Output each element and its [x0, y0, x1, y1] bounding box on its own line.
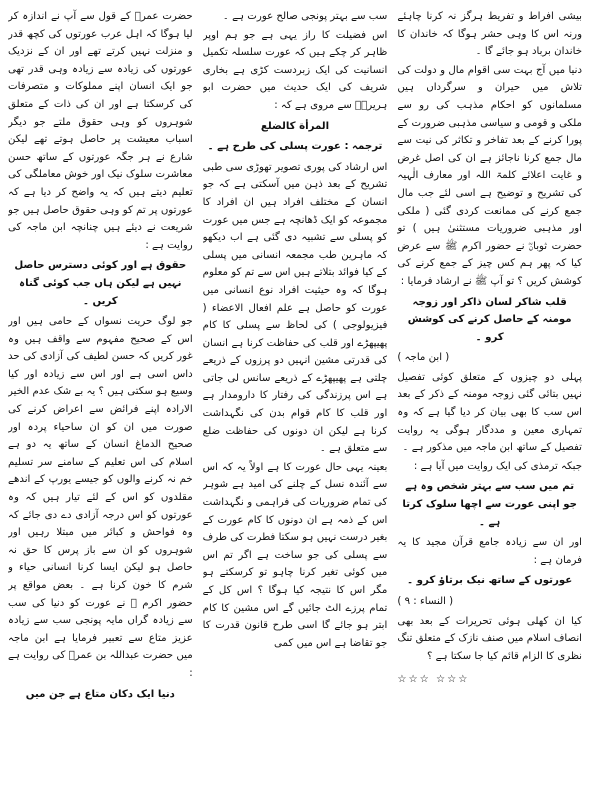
body-paragraph: اس ارشاد کی پوری تصویر تھوڑی سی طبی تشریح کے بعد ذہن میں آسکتی ہے کہ جو انسان کے مختلف افراد ہیں ان افراد کا مجموعہ کو ایک ڈھانچہ ہے جس میں عورت کو پسلی سے تشبیہ دی گئی ہے اب دیکھو کہ ماہرین طب مجمعہ انسانی میں پسلی کے کیا فوائد بتلاتے ہیں اس سے تم کو معلوم ہوگا کہ وہ حیثیت افراد نوع انسانی میں عورت کو حاصل ہے علم افعال الاعضاء ( فیزیولوجی ) کی لحاظ سے پسلی کا کام پھیپھڑے اور قلب کی حفاظت کرنا ہے انسان کی قدرتی مشین انہیں دو پرزوں کے ذریعے چلتی ہے پھیپھڑے کے ذریعے سانس لی جاتی ہے اس پرزندگی کی رفتار کا دارومدار ہے اور قلب کا کام قوام بدن کی نگہداشت کرنا ہے لیکن ان دونوں کی حفاظت ضلع سے متعلق ہے ۔ — [202, 161, 388, 455]
body-paragraph: بعینہ یہی حال عورت کا ہے اولاً یہ کہ اس سے آئندہ نسل کے چلنے کی امید ہے شوہر کی تمام ضروریات کی فراہمی و نگہداشت اس کے ذمہ ہے ان دونوں کا کام عورت کے بغیر درست نہیں ہو سکتا فطرت کی طرف سے پسلی کی جو ساخت ہے اگر تم اس میں کوئی تغیر کرنا چاہو تو کرسکتے ہو مگر اس کا نتیجہ کیا ہوگا ؟ اس کل کے تمام پرزے الٹ جائیں گے اس مشین کا کام ابتر ہو جائے گا اسی طرح قانون قدرت کا جو تقاضا ہے اس میں کمی — [202, 461, 388, 649]
quoted-passage: عورتوں کے ساتھ نیک برتاؤ کرو ۔ — [407, 575, 573, 587]
quoted-passage: حقوق ہے اور کوئی دسترس حاصل نہیں ہے لیکن ہاں جب کوئی گناہ کریں ۔ — [14, 260, 187, 307]
body-paragraph: اور ان سے زیادہ جامع قرآن مجید کا یہ فرمان ہے : — [397, 537, 583, 566]
text-column-middle — [203, 8, 388, 784]
body-paragraph: پہلی دو چیزوں کے متعلق کوئی تفصیل نہیں بتائی گئی زوجہ مومنہ کے ذکر کے بعد اس سب کا بھی بیان کر دیا گیا ہے کہ وہ تمہاری معین و مددگار ہوگی یہ روایت تفصیل کے ساتھ ابن ماجہ میں مذکور ہے ۔ — [397, 371, 583, 454]
body-paragraph: بیشی افراط و تفریط ہرگز نہ کرنا چاہئے ورنہ اس کا وہی حشر ہوگا کہ خاندان کا خاندان برباد ہو جائے گا ۔ — [397, 11, 583, 58]
text-column-right — [8, 8, 193, 784]
quoted-passage: تم میں سب سے بہتر شخص وہ ہے جو اپنی عورت سے اچھا سلوک کرتا ہے ۔ — [402, 481, 577, 528]
body-paragraph: کیا ان کھلی ہوئی تحریرات کے بعد بھی انصاف اسلام میں صنف نازک کے متعلق تنگ نظری کا الزام قائم کیا جا سکتا ہے ؟ — [397, 615, 583, 662]
text-column-left — [397, 8, 582, 784]
body-paragraph: اس فضیلت کا راز یہی ہے جو ہم اوپر ظاہر کر چکے ہیں کہ عورت سلسلہ تکمیل انسانیت کی ایک زبردست کڑی ہے بخاری شریف کی ایک حدیث میں حضرت ابو ہریرہؓ سے مروی ہے کہ : — [202, 29, 388, 111]
citation: ( النساء : ۹ ) — [397, 596, 454, 607]
section-end-stars: ☆☆☆ ☆☆☆ — [397, 674, 470, 686]
quoted-passage: قلب شاکر لسان ذاکر اور زوجہ مومنہ کے حاصل کرنے کی کوشش کرو ۔ — [407, 296, 572, 343]
body-paragraph: دنیا میں آج بہت سی اقوام مال و دولت کی تلاش میں حیران و سرگرداں ہیں مسلمانوں کو احکام مذہب کی رو سے ملکی و قومی و سیاسی مذہبی ضرورت کے پورا کرنے کے بعد تفاخر و تکاثر کی نیت سے مال جمع کرنا ناجائز ہے ان کی اصل غرض و غایت اعلائے کلمۃ اللہ اور معارف الٰہیہ کی تشریح و توضیح ہے اسی لئے جب مال جمع کرنے کی ممانعت کردی گئی ( ملکی اور مذہبی ضروریات مستثنیٰ ہیں ) تو حضرت ثوبانؓ نے حضور اکرم ﷺ سے عرض کیا کہ پھر ہم کس چیز کے جمع کرنے کی کوشش کریں ؟ تو آپ ﷺ نے ارشاد فرمایا : — [397, 64, 583, 287]
quoted-passage: ترجمہ : عورت پسلی کی طرح ہے ۔ — [207, 141, 383, 153]
citation: ( ابن ماجہ ) — [397, 352, 450, 364]
quoted-passage: المرأة كالضلع — [260, 120, 330, 132]
body-paragraph: جو لوگ حریت نسواں کے حامی ہیں اور اس کے صحیح مفہوم سے واقف ہیں وہ غور کریں کہ حسن لطیف کی آزادی کی حد داس اسی ہے اور اس سے زیادہ اور کیا وسیع ہو سکتی ہیں ؟ یہ بے شک عدم الخیر الارادہ اپنے فرائض سے اعراض کرنے کی صورت میں ان کو ان ساحیاء پردہ اور صحیح الدماغ انسان کے ساتھ یہ دو ہے اسلام کی اس تعلیم کے سامنے سر تسلیم خم نہ کرنے والوں کو جیسے یورپ کے اندھے مقلدوں کو اس کے لئے تیار ہیں کہ وہ عورتوں کو اس درجہ آزادی دے دی جائے کہ وہ فواحش و کبائر میں مبتلا رہیں اور شوہروں کو ان سے باز پرس کا حق نہ حاصل ہو لیکن ایسا کرنا انسانی حیاء و شرم کا خون کرنا ہے ۔ بعض مواقع پر حضور اکرم ﷺ نے عورت کو دنیا کی سب سے زیادہ گراں مایہ پونجی سب سے زیادہ عزیز متاع سے تعبیر فرمایا ہے ابن ماجہ میں حضرت عبداللہ بن عمرؓ کی روایت ہے : — [8, 316, 193, 679]
quoted-passage: دنیا ایک دکان متاع ہے جن میں — [25, 688, 175, 700]
body-paragraph: سب سے بہتر پونجی صالح عورت ہے ۔ — [222, 11, 388, 22]
body-paragraph: حضرت عمرؓ کے قول سے آپ نے اندازہ کر لیا ہوگا کہ اہل عرب عورتوں کی کچھ قدر و منزلت نہیں کرتے تھے اور ان کے نزدیک عورتوں کی زیادہ سے زیادہ وہی قدر تھی جو ایک انسان اپنے مملوکات و متصرفات کی کرسکتا ہے اور ان کی ذات کے متعلق شوہروں کو وہی حقوق ملتے جو دیگر اسباب معیشت پر حاصل ہوتے تھے لیکن شارع نے ہر جگہ عورتوں کے ساتھ حسن معاشرت سلوک نیک اور خوش معاملگی کی تعلیم دیتے ہیں کہ یہ واضح کر دیا ہے کہ عورتوں پر تم کو وہی حقوق حاصل ہیں جو شریعت نے دیئے ہیں چنانچہ ابن ماجہ کی روایت ہے : — [8, 11, 193, 251]
body-paragraph: جبکہ ترمذی کی ایک روایت میں آیا ہے : — [413, 460, 583, 472]
